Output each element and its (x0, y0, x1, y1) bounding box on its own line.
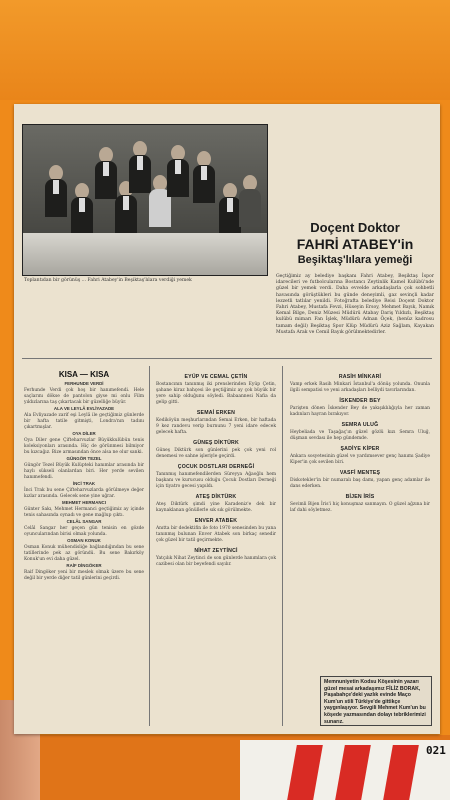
group-photo (22, 124, 268, 276)
item-heading: GÜNEŞ DİKTÜRK (193, 440, 239, 446)
society-item (156, 548, 276, 568)
kisa-kisa-item (24, 519, 144, 538)
orange-background-top (0, 0, 450, 100)
society-item (156, 494, 276, 514)
society-item (290, 494, 430, 514)
item-heading: BİJEN İRİS (345, 494, 375, 500)
headline-line-1: Doçent Doktor (310, 220, 400, 235)
item-heading: ATEŞ DİKTÜRK (195, 494, 237, 500)
item-heading: OSMAN KONUK (67, 538, 101, 543)
item-text: Güneş Diktürk son günlerini pek çok yeni rol denemesi ve sahne işleriyle geçirdi. (156, 448, 276, 459)
item-heading: İNCİ TRAK (72, 481, 96, 486)
item-text: Yatçılık Nihat Zeytinci de son günlerde hanımlara çok cazibesi olan bir beyefendi sayılır. (156, 556, 276, 567)
item-text: Günter Sakı, Mehmet Hermanci geçtiğimiz ay içinde tenis sahasında oynadı ve gene mağlup çıktı. (24, 507, 144, 518)
society-item (290, 470, 430, 490)
item-text: Heybeliada ve Taşağaç'ın güzel gözlü kızı Semra Uluğ, düşman sevdası ile hep gündemde. (290, 430, 430, 441)
item-text: Oya Diler gene Çifteharvuzlar Büyükkulübün tenis koleksiyonları arasında. Hiç de görünmesi bilmiyor bu kızcağız. Bize armasından önce alsa ne olur sanki. (24, 438, 144, 455)
item-text: Osman Konuk mühendisliğe bağlandığından bu sene tatillerinde pek az göründü. Bu sene Bakırköy Konuk'un evi daha güzel. (24, 545, 144, 562)
item-heading: ÇOCUK DOSTLARI DERNEĞİ (177, 464, 255, 470)
kisa-kisa-item (24, 563, 144, 582)
column-kisa-kisa (24, 370, 144, 582)
item-text: Celâl Sangar her geçen gün tenisin en gözde oyuncularından birisi olmak yolunda. (24, 526, 144, 537)
divider-horizontal (22, 358, 432, 359)
item-text: Tanınmış hanımefendilerden Süreyya Ağaoğlu hem başkanı ve kurucusu olduğu Çocuk Dostları Derneği için tiyatro gecesi yapıldı. (156, 472, 276, 489)
dinner-table (23, 233, 267, 275)
kisa-kisa-item (24, 406, 144, 431)
item-heading: NİHAT ZEYTİNCİ (194, 548, 238, 554)
kisa-kisa-title: KISA — KISA (58, 370, 110, 379)
item-heading: VASFİ MENTEŞ (339, 470, 381, 476)
notice-box: Memnuniyetin Kodsu Köşesinin yazarı güzel mesai arkadaşımız FİLİZ BORAK, Paşabahçe'deki yazlık evinde Maço Kum'un stili Türkiye'de gittikçe yaygınlaşıyor. Sevgili Mehmet Kum'un bu köşede yazmasından dolayı tebriklerimizi sunarız. (320, 676, 432, 726)
column-right (290, 370, 430, 514)
item-text: Ferhunde Verdi çok hoş bir hanımefendi. Hele saçlarını dökse de pantolon giyse mi onlu Film yıldızlarına taş çıkartacak bir güzelliğe büyür. (24, 388, 144, 405)
item-text: Parişten dönen İskender Bey de yakışıklılığıyla her zaman kadınları hayran bırakıyor. (290, 406, 430, 417)
page-stamp: 021 (426, 744, 446, 757)
item-heading: ALA VE LEYLÂ EVLİYAZADE (53, 406, 115, 411)
item-text: Vamp erkek Rasih Minkari İstanbul'a dönüş yolunda. Onunla ilgili sempatisi ve yeni arkadaşları belliydi tavırlarından. (290, 382, 430, 393)
item-heading: SEMRA ULUĞ (341, 422, 379, 428)
item-heading: RASİH MİNKARİ (338, 374, 382, 380)
society-item (290, 374, 430, 394)
society-item (156, 410, 276, 436)
divider-vertical (282, 366, 283, 726)
kisa-kisa-item (24, 381, 144, 406)
society-item (290, 422, 430, 442)
headline-line-3: Beşiktaş'lılara yemeği (297, 254, 413, 266)
headline-line-2: FAHRİ ATABEY'in (296, 236, 414, 252)
item-heading: SEMAİ ERKEN (196, 410, 236, 416)
photo-caption: Toplantıdan bir görünüş ... Fahri Atabey'in Beşiktaş'lılara verdiği yemek (24, 278, 192, 283)
item-heading: ENVER ATABEK (194, 518, 238, 524)
item-text: Diskotekler'in bir numaralı baş damı, yapan genç adamlar ile dans ederken. (290, 478, 430, 489)
item-text: İnci Trak bu sene Çifteharvuzlarda görülmeye değer kızlar arasında. Gelecek sene yine uğrar. (24, 488, 144, 499)
item-heading: MEHMET HERMANCI (62, 500, 106, 505)
kisa-kisa-item (24, 456, 144, 481)
article-body: Geçtiğimiz ay belediye başkanı Fahri Atabey, Beşiktaş İspor idarecileri ve futbolcularına Bostancı Zeytinlik Kamel Kulübü'nde güzel bir yemek verdi. Daha evvelde arkadaşlarla çok sohbetli havasında görüştükleri bu günde deneyimli, gaz sevinçli kadar lezzetli tatlılar yenildi. Fotoğrafta belediye Reisi Doçent Doktor Fahri Atabey, Mustafa Fevzi, Hüseyin Ersoy, Mehmet Bayık, Namık Kemal Bilge, Deniz Müzesi Müdürü Atabay Dariş Yıldızlı, Beşiktaş kulübü mimarı Fan İşlek, Müdürü Adnan Öçek, (henüz kadrosu tamam değil) Beşiktaş Spor Klüp Müdürü Aziz Sağlam, Kayakan Mustafa Arak ve Cemil Bayık görülmektedirler. (276, 274, 434, 335)
magazine-page (14, 104, 440, 734)
kisa-kisa-item (24, 481, 144, 500)
item-text: Kediköyün meşhurlarından Semai Erken, bir haftada 9 kez randevu verip burnunu 7 yeni idare edecek gelecek hafta. (156, 418, 276, 435)
article-headline (280, 220, 430, 267)
item-heading: OYA DİLER (72, 431, 96, 436)
kisa-kisa-item (24, 500, 144, 519)
item-text: Güngör Tezel Büyük Kulüpteki hanımlar arasında bir haylı sükseli olanlardan biri. Her yerde sevilen hanımefendi. (24, 463, 144, 480)
item-text: Ateş Diktürk şimdi yine Karadeniz'e dek bir kaynaklanan gönüllerle sık sık görülmekte. (156, 502, 276, 513)
item-heading: ŞADİYE KİPER (340, 446, 380, 452)
item-heading: FERHUNDE VERDİ (64, 381, 104, 386)
item-text: Bostancının tanınmış iki prenslerinden Eyüp Çetin, şahane kiraz bahçesi ile geçtiğimiz ay çok büyük bir yere sahip olduğunu söyledi. Babaannesi Nafia da gelip gitti. (156, 382, 276, 405)
item-heading: İSKENDER BEY (339, 398, 381, 404)
item-text: Sevimli Bijen İris'i hiç konuşmaz sanmayın. O güzel ağzına bir laf dahi söyletmez. (290, 502, 430, 513)
kisa-kisa-item (24, 538, 144, 563)
item-heading: GÜNGÖR TEZEL (66, 456, 102, 461)
society-item (156, 374, 276, 406)
item-text: Anıtta bir dedektifin ile foto 1970 senesinden bu yana tanınmış bulunan Enver Atabek son birkaç senedir çok güzel bir tatil geçirmekte. (156, 526, 276, 543)
item-heading: EYÜP VE CEMAL ÇETİN (184, 374, 248, 380)
society-item (290, 446, 430, 466)
item-heading: CELÂL SANGAR (66, 519, 102, 524)
item-text: Ala Evliyazade zarif eşi Leylâ ile geçtiğimiz günlerde bir hafta tatile gitmişti, Londra'nın tadını çıkartmışlar. (24, 413, 144, 430)
kisa-kisa-item (24, 431, 144, 456)
column-middle (156, 370, 276, 568)
society-item (290, 398, 430, 418)
society-item (156, 518, 276, 544)
society-item (156, 464, 276, 490)
item-text: Raif Dingöker yeni bir meslek olmak üzere bu sene değil bir yerde diğer tatil günlerini geçirdi. (24, 570, 144, 581)
item-heading: RAİF DİNGÖKER (66, 563, 102, 568)
divider-vertical (149, 366, 150, 726)
item-text: Ankara sosyetesinin güzel ve yardımsever genç hanımı Şadiye Kiper'in çok sevilen biri. (290, 454, 430, 465)
society-item (156, 440, 276, 460)
